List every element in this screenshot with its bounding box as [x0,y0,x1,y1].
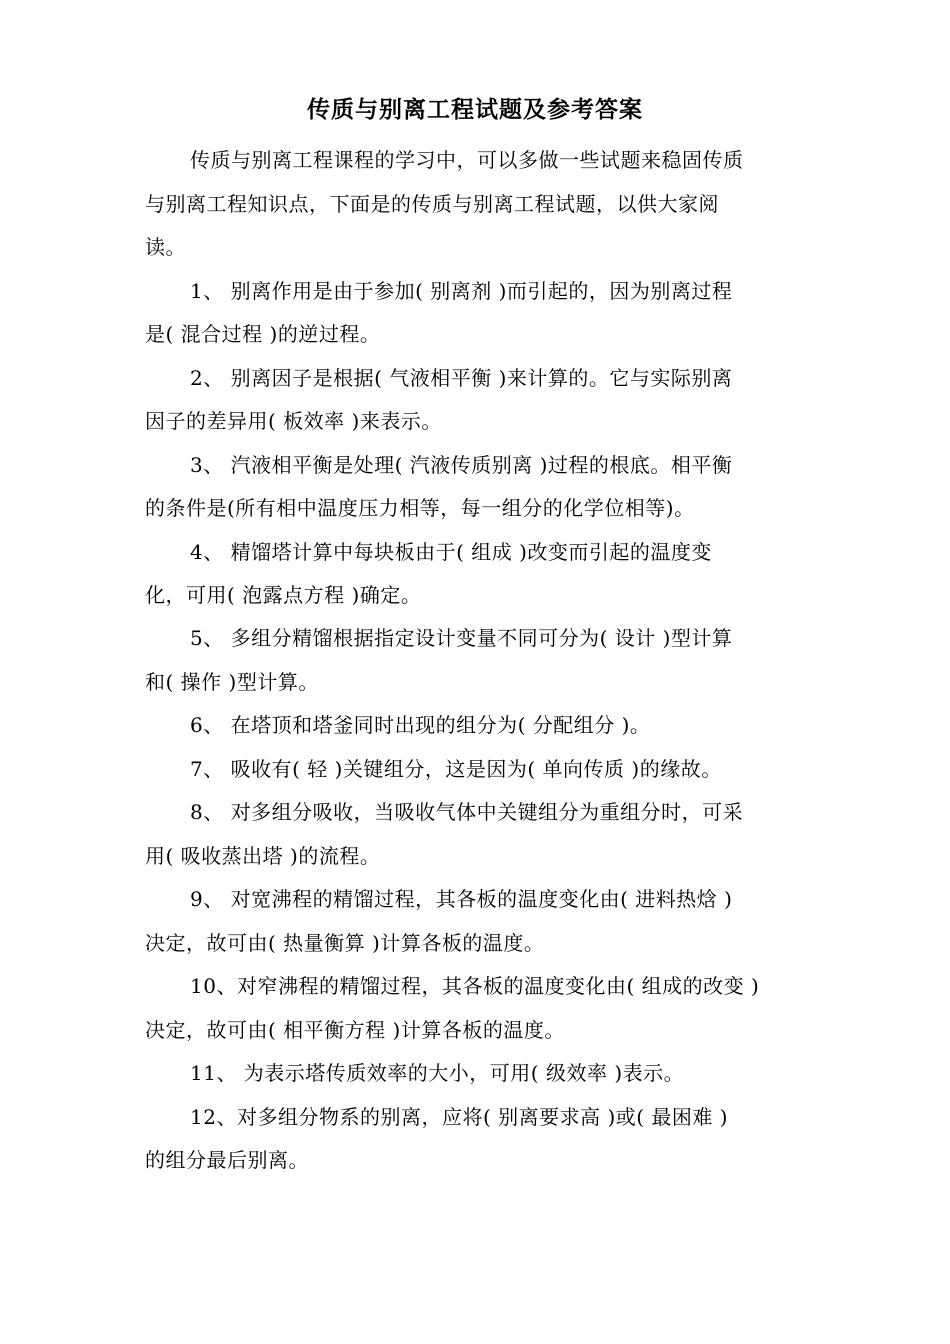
intro-line-2: 与别离工程知识点，下面是的传质与别离工程试题，以供大家阅 [145,192,719,216]
question-5-line-2: 和( 操作 )型计算。 [145,670,319,694]
intro-line-1: 传质与别离工程课程的学习中，可以多做一些试题来稳固传质 [190,148,744,172]
question-12-line-2: 的组分最后别离。 [145,1148,309,1172]
question-10-line-2: 决定，故可由( 相平衡方程 )计算各板的温度。 [145,1018,565,1042]
question-8-line-1: 8、 对多组分吸收，当吸收气体中关键组分为重组分时，可采 [190,800,744,824]
question-3-line-1: 3、 汽液相平衡是处理( 汽液传质别离 )过程的根底。相平衡 [190,453,733,477]
question-5-line-1: 5、 多组分精馏根据指定设计变量不同可分为( 设计 )型计算 [190,626,733,650]
question-9-line-2: 决定，故可由( 热量衡算 )计算各板的温度。 [145,931,545,955]
question-6-line-1: 6、 在塔顶和塔釜同时出现的组分为( 分配组分 )。 [190,713,651,737]
question-11-line-1: 11、 为表示塔传质效率的大小，可用( 级效率 )表示。 [190,1061,685,1085]
question-2-line-1: 2、 别离因子是根据( 气液相平衡 )来计算的。它与实际别离 [190,366,733,390]
question-2-line-2: 因子的差异用( 板效率 )来表示。 [145,409,442,433]
question-10-line-1: 10、对窄沸程的精馏过程，其各板的温度变化由( 组成的改变 ) [190,974,760,998]
question-3-line-2: 的条件是(所有相中温度压力相等，每一组分的化学位相等)。 [145,496,695,520]
question-9-line-1: 9、 对宽沸程的精馏过程，其各板的温度变化由( 进料热焓 ) [190,887,733,911]
document-title: 传质与别离工程试题及参考答案 [307,96,643,123]
intro-line-3: 读。 [145,235,186,259]
question-4-line-1: 4、 精馏塔计算中每块板由于( 组成 )改变而引起的温度变 [190,540,712,564]
question-1-line-1: 1、 别离作用是由于参加( 别离剂 )而引起的，因为别离过程 [190,279,733,303]
question-8-line-2: 用( 吸收蒸出塔 )的流程。 [145,844,381,868]
question-1-line-2: 是( 混合过程 )的逆过程。 [145,322,381,346]
question-4-line-2: 化，可用( 泡露点方程 )确定。 [145,583,422,607]
question-12-line-1: 12、对多组分物系的别离，应将( 别离要求高 )或( 最困难 ) [190,1105,729,1129]
question-7-line-1: 7、 吸收有( 轻 )关键组分，这是因为( 单向传质 )的缘故。 [190,757,722,781]
